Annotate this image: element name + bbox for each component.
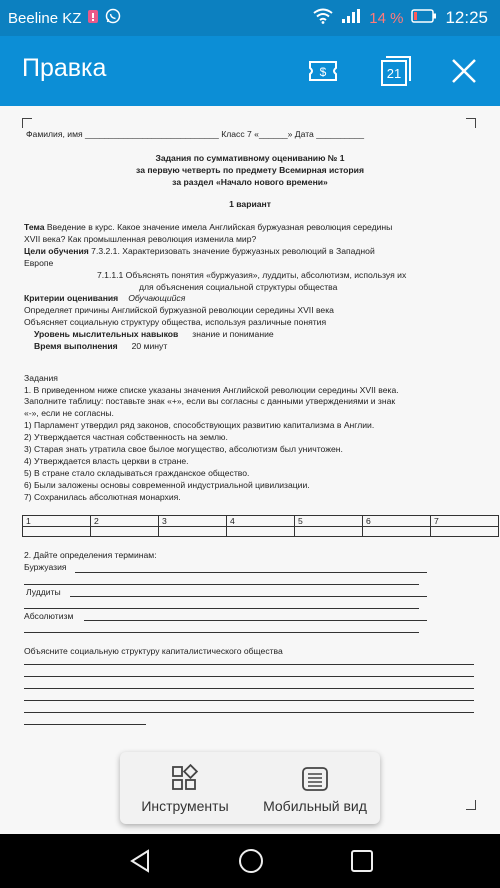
task1-text-1: 1. В приведенном ниже списке указаны значения Английской революции середины XVII века. [24,385,399,395]
answer-cell[interactable] [227,527,295,537]
criterion-1: Определяет причины Английской буржуазной революции середины XVII века [24,305,334,315]
answer-line [24,688,474,689]
answer-line [24,724,146,725]
tasks-heading: Задания [24,373,58,383]
home-icon[interactable] [237,847,265,880]
answer-cell[interactable] [159,527,227,537]
term-luddites: Луддиты [26,587,61,597]
answer-cell[interactable] [363,527,431,537]
battery-icon [411,9,437,27]
table-header-cell: 6 [363,516,431,527]
money-button[interactable] [305,53,341,89]
answer-line [75,572,427,573]
floating-toolbar [120,752,380,824]
answer-line [84,620,427,621]
tema-line [24,222,392,232]
term-absolutism: Абсолютизм [24,611,74,621]
tema-text: Введение в курс. Какое значение имела Английская буржуазная революция середины [44,222,393,232]
statement-item: 1) Парламент утвердил ряд законов, способствующих развитию капитализма в Англии. [24,420,375,430]
task1-text-2: Заполните таблицу: поставьте знак «+», если вы согласны с данными утверждениями и знак [24,396,396,406]
statement-item: 3) Старая знать утратила свое былое могущество, абсолютизм был уничтожен. [24,444,343,454]
header-line: Фамилия, имя ____________________________ Класс 7 «______» Дата __________ [26,129,365,139]
criterion-2: Объясняет социальную структуру общества, используя различные понятия [24,317,327,327]
battery-percent: 14 % [369,9,404,27]
answer-line [24,664,474,665]
recents-icon[interactable] [348,847,376,880]
answer-line [24,584,419,585]
document-page[interactable] [0,106,500,834]
answer-line [70,596,427,597]
statement-item: 5) В стране стало складываться гражданское общество. [24,468,250,478]
answer-line [24,712,474,713]
task1-text-3: «-», если не согласны. [24,408,114,418]
statement-item: 2) Утверждается частная собственность на землю. [24,432,228,442]
clock: 12:25 [445,8,488,27]
answer-cell[interactable] [431,527,499,537]
time-value: 20 минут [131,341,168,351]
time-line [34,341,167,351]
statement-item: 7) Сохранилась абсолютная монархия. [24,492,181,502]
statement-item: 4) Утверждается власть церкви в стране. [24,456,189,466]
answer-cell[interactable] [91,527,159,537]
term-bourgeoisie: Буржуазия [24,562,67,572]
answer-line [24,676,474,677]
answer-table [22,515,499,537]
crop-mark [466,800,476,810]
criteria-line [24,293,185,303]
table-answer-row [23,527,499,537]
table-header-cell: 1 [23,516,91,527]
level-value: знание и понимание [192,329,274,339]
tools-label: Инструменты [141,798,229,814]
level-label: Уровень мыслительных навыков [34,329,179,339]
sim-alert-icon [87,9,99,28]
whatsapp-icon [105,8,121,28]
status-bar [0,0,500,36]
goal-1: 7.3.2.1. Характеризовать значение буржуазных революций в Западной [88,246,375,256]
variant-label: 1 вариант [229,199,271,209]
table-header-cell: 5 [295,516,363,527]
mobile-view-icon [300,764,330,799]
level-line [34,329,274,339]
crop-mark [466,118,476,128]
answer-line [24,608,419,609]
calendar-day: 21 [386,66,402,81]
app-bar [0,36,500,106]
answer-line [24,632,419,633]
crop-mark [22,118,32,128]
goal-2: 7.1.1.1 Объяснять понятия «буржуазия», луддиты, абсолютизм, используя их [97,270,407,280]
tools-button[interactable] [120,752,250,824]
system-nav-bar [0,834,500,888]
answer-line [24,700,474,701]
goal-2-cont: для объяснения социальной структуры общества [139,282,338,292]
criteria-value: Обучающийся [128,293,186,303]
doc-subtitle: за первую четверть по предмету Всемирная история [136,165,364,175]
task2-text: 2. Дайте определения терминам: [24,550,157,560]
close-button[interactable] [446,53,482,89]
table-header-cell: 4 [227,516,295,527]
tema-label: Тема [24,222,45,232]
time-label: Время выполнения [34,341,118,351]
table-header-row [23,516,499,527]
table-header-cell: 3 [159,516,227,527]
doc-title: Задания по суммативному оцениванию № 1 [155,153,345,163]
answer-cell[interactable] [23,527,91,537]
mobile-view-label: Мобильный вид [263,798,367,814]
close-icon [446,76,482,93]
table-header-cell: 2 [91,516,159,527]
carrier-label: Beeline KZ [8,9,82,27]
goals-label: Цели обучения [24,246,89,256]
svg-text:$: $ [319,65,327,79]
goal-1-cont: Европе [24,258,54,268]
statement-item: 6) Были заложены основы современной индустриальной цивилизации. [24,480,310,490]
signal-icon [341,8,361,28]
table-header-cell: 7 [431,516,499,527]
back-icon[interactable] [126,847,154,880]
doc-section: за раздел «Начало нового времени» [172,177,328,187]
goals-line [24,246,375,256]
mobile-view-button[interactable] [250,752,380,824]
task3-text: Объясните социальную структуру капиталистического общества [24,646,283,656]
wifi-icon [313,8,333,28]
tools-icon [170,764,200,799]
app-title: Правка [22,54,107,82]
tema-text-2: XVII века? Как промышленная революция изменила мир? [24,234,257,244]
calendar-button[interactable] [378,53,414,89]
criteria-label: Критерии оценивания [24,293,119,303]
answer-cell[interactable] [295,527,363,537]
money-icon [305,65,341,93]
